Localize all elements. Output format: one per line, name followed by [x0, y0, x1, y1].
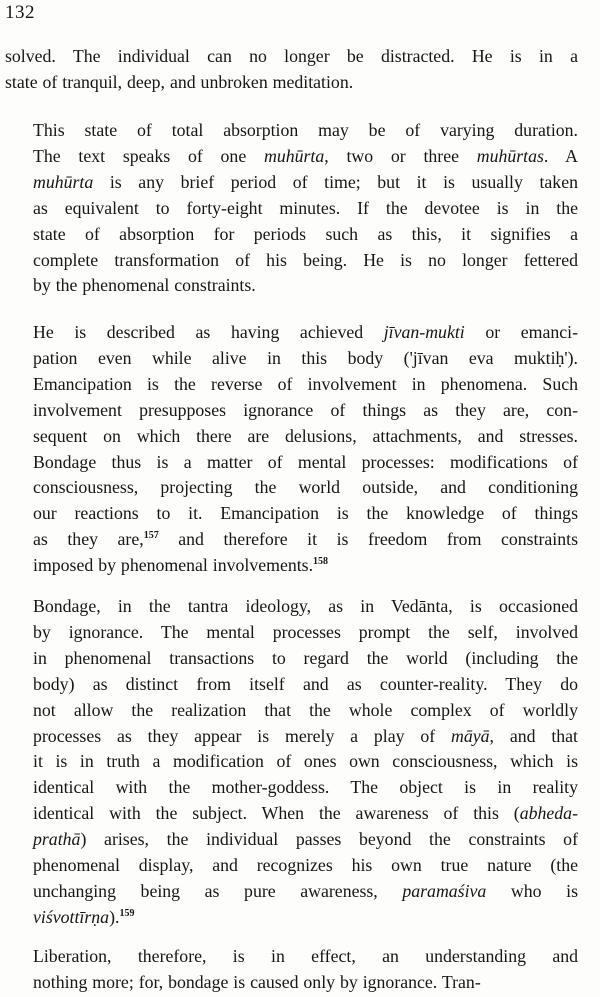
text-run: not allow the realization that the whole complex of worldly	[33, 699, 578, 720]
text-run: Bondage thus is a matter of mental processes: modifications of	[33, 451, 578, 472]
text-line	[5, 672, 578, 698]
text-line	[5, 196, 578, 222]
text-line	[5, 398, 578, 424]
text-run: or emanci-	[464, 322, 578, 342]
text-run: in phenomenal transactions to regard the world (including the	[33, 647, 578, 668]
text-run: pation even while alive in this body ('jīvan eva muktiḥ').	[33, 347, 578, 368]
text-run: nothing more; for, bondage is caused only by ignorance. Tran-	[33, 971, 481, 992]
paragraph-liberation	[5, 944, 578, 996]
text-run: identical with the mother-goddess. The object is in reality	[33, 777, 578, 798]
text-run: The text speaks of one	[33, 145, 264, 166]
text-run: identical with the subject. When the awareness of this (	[33, 803, 520, 824]
text-line	[5, 749, 578, 775]
footnote-ref: 159	[119, 907, 135, 919]
text-run: solved. The individual can no longer be distracted. He is in a	[5, 46, 578, 66]
text-line	[5, 853, 578, 879]
text-run: by the phenomenal constraints.	[33, 275, 256, 296]
text-run: imposed by phenomenal involvements.	[33, 555, 314, 576]
text-line	[5, 620, 578, 646]
paragraph-continuation	[5, 44, 578, 96]
italic-term: muhūrtas	[476, 145, 544, 166]
text-run: , and that	[489, 725, 578, 746]
page-number: 132	[5, 2, 35, 23]
text-run: sequent on which there are delusions, attachments, and stresses.	[33, 425, 578, 446]
text-line	[5, 970, 578, 996]
italic-term: muhūrta	[33, 171, 94, 192]
text-line	[5, 475, 578, 501]
italic-term: abheda-	[519, 803, 578, 824]
text-line	[5, 775, 578, 801]
text-line	[5, 222, 578, 248]
text-line	[5, 553, 578, 579]
text-line	[5, 646, 578, 672]
text-run: This state of total absorption may be of varying duration.	[33, 120, 578, 140]
text-line	[5, 450, 578, 476]
text-line	[5, 879, 578, 905]
text-line	[5, 827, 578, 853]
text-run: . A	[543, 145, 578, 166]
text-line	[5, 424, 578, 450]
text-line	[5, 70, 578, 96]
text-run: it is in truth a modification of ones own consciousness, which is	[33, 751, 578, 772]
text-line	[5, 346, 578, 372]
text-run: involvement presupposes ignorance of things as they are, con-	[33, 399, 578, 420]
text-run: state of absorption for periods such as this, it signifies a	[33, 223, 578, 244]
paragraph-absorption	[5, 118, 578, 299]
text-run: Emancipation is the reverse of involvement in phenomena. Such	[33, 373, 578, 394]
text-run: complete transformation of his being. He is no longer fettered	[33, 249, 578, 270]
text-run: Bondage, in the tantra ideology, as in Vedānta, is occasioned	[33, 596, 578, 616]
text-line	[5, 501, 578, 527]
text-run: who is	[486, 880, 579, 901]
text-run: state of tranquil, deep, and unbroken meditation.	[5, 71, 354, 92]
text-line	[5, 372, 578, 398]
text-line	[5, 320, 578, 346]
text-run: as equivalent to forty-eight minutes. If the devotee is in the	[33, 197, 578, 218]
text-line	[5, 724, 578, 750]
text-run: ) arises, the individual passes beyond the constraints of	[80, 829, 578, 850]
text-line	[5, 801, 578, 827]
text-run: and therefore it is freedom from constraints	[158, 529, 578, 550]
italic-term: prathā	[33, 829, 81, 850]
italic-term: muhūrta	[263, 145, 325, 166]
text-line	[5, 44, 578, 70]
text-run: , two or three	[324, 145, 477, 166]
paragraph-emancipation	[5, 320, 578, 579]
text-line	[5, 273, 578, 299]
text-run: processes as they appear is merely a play of	[33, 725, 452, 746]
italic-term: paramaśiva	[402, 880, 487, 901]
text-line	[5, 944, 578, 970]
footnote-ref: 157	[143, 530, 159, 542]
text-line	[5, 144, 578, 170]
text-line	[5, 594, 578, 620]
italic-term: jīvan-mukti	[383, 322, 465, 342]
text-run: ).	[109, 906, 120, 927]
text-run: consciousness, projecting the world outside, and conditioning	[33, 477, 578, 498]
text-line	[5, 170, 578, 196]
text-run: as they are,	[33, 529, 144, 550]
text-run: Liberation, therefore, is in effect, an understanding and	[33, 946, 578, 966]
italic-term: māyā	[451, 725, 490, 746]
text-line	[5, 527, 578, 553]
text-run: He is described as having achieved	[33, 322, 384, 342]
footnote-ref: 158	[313, 556, 329, 568]
text-run: by ignorance. The mental processes prompt the self, involved	[33, 621, 578, 642]
text-run: our reactions to it. Emancipation is the knowledge of things	[33, 503, 578, 524]
text-run: unchanging being as pure awareness,	[33, 880, 403, 901]
text-line	[5, 118, 578, 144]
text-line	[5, 248, 578, 274]
text-run: body) as distinct from itself and as counter-reality. They do	[33, 673, 578, 694]
italic-term: viśvottīrṇa	[33, 906, 110, 927]
text-line	[5, 905, 578, 931]
text-run: is any brief period of time; but it is usually taken	[93, 171, 578, 192]
text-run: phenomenal display, and recognizes his own true nature (the	[33, 855, 578, 876]
text-line	[5, 698, 578, 724]
paragraph-bondage	[5, 594, 578, 931]
